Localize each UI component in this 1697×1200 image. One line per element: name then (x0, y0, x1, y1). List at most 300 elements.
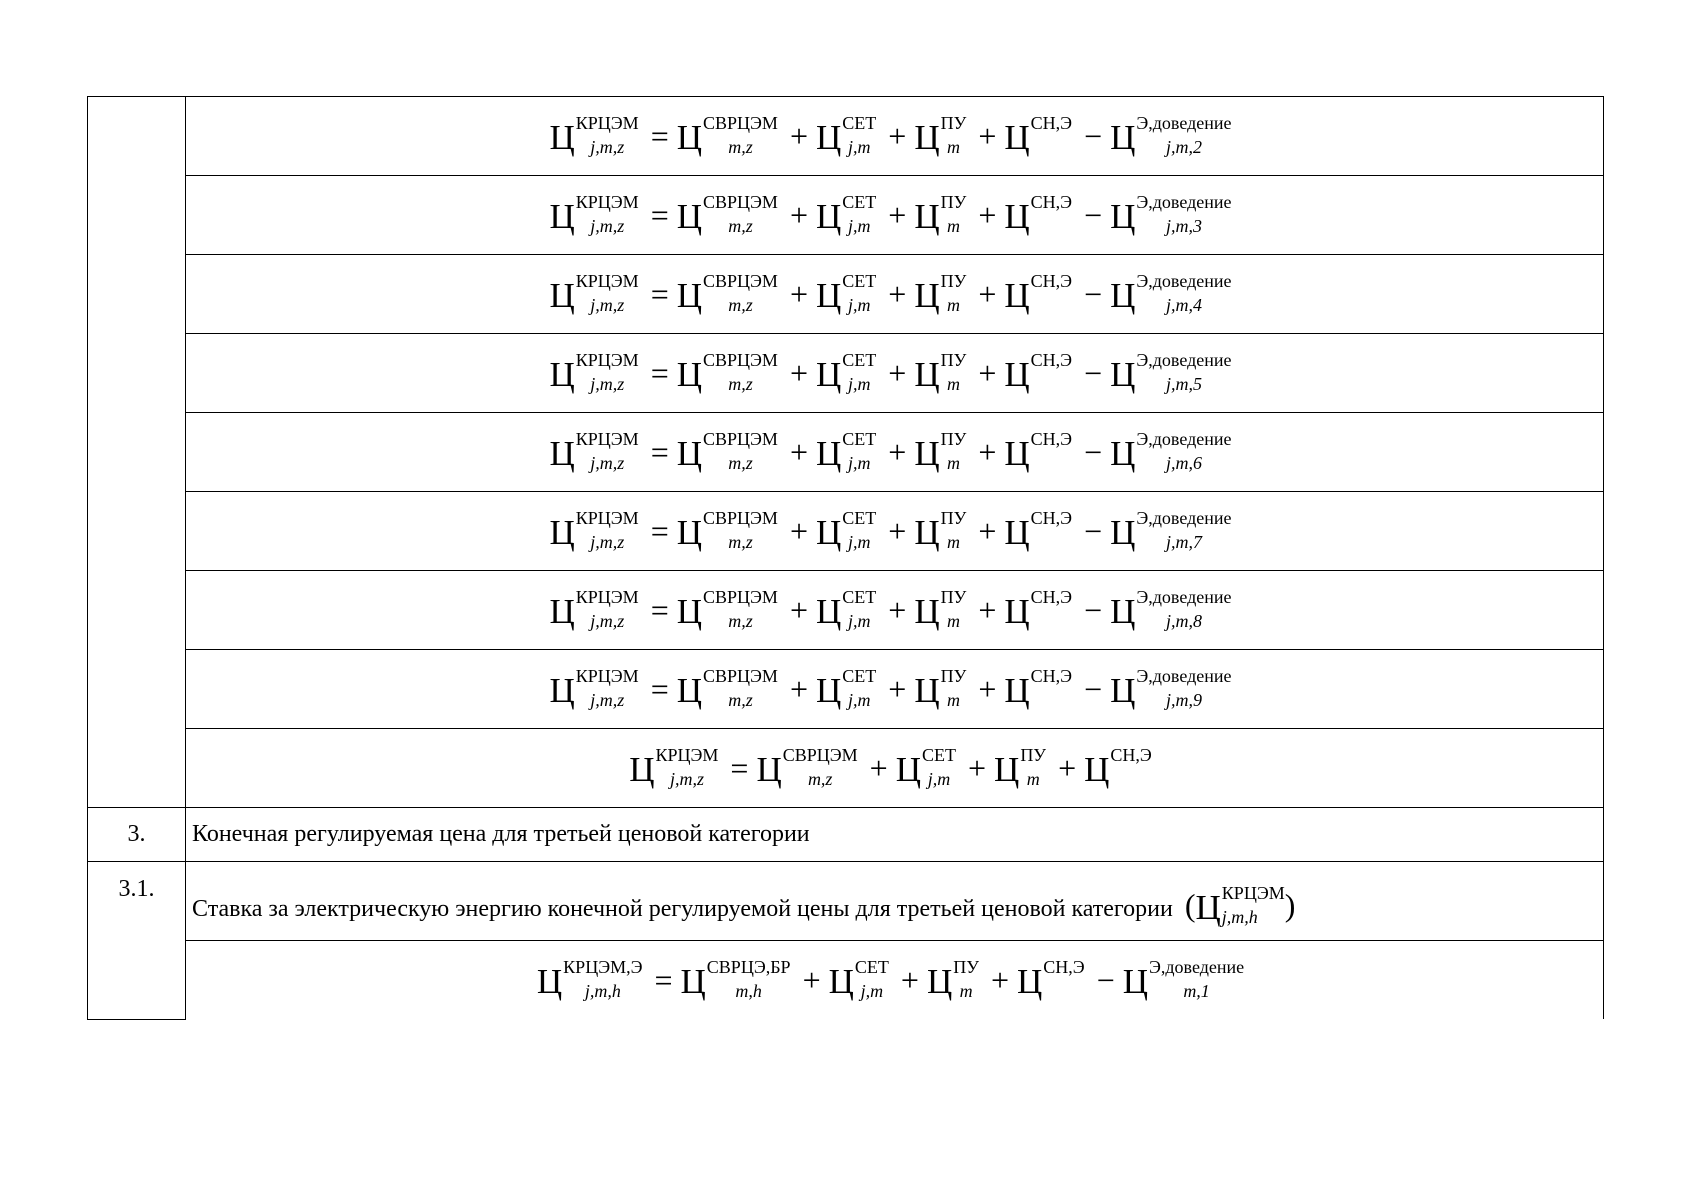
term-subscript: m,z (728, 532, 753, 552)
term-scripts (703, 430, 778, 474)
term-subscript: j,m,z (590, 532, 625, 552)
price-symbol: Ц (815, 592, 842, 631)
term-subscript: j,m (848, 453, 871, 473)
term-subscript: j,m,2 (1165, 137, 1202, 157)
price-symbol: Ц (914, 197, 940, 236)
operator: + (978, 276, 997, 312)
formula-row (88, 176, 1604, 255)
formula-term (550, 114, 639, 158)
term-superscript: ПУ (940, 429, 967, 449)
formula-term (896, 746, 956, 790)
term-subscript (1031, 217, 1072, 237)
term-superscript: Э,доведение (1136, 350, 1232, 370)
term-scripts (576, 114, 639, 158)
term-superscript: СН,Э (1030, 587, 1073, 607)
term-subscript: j,m,z (590, 453, 625, 473)
formula-term (1004, 114, 1072, 158)
term-subscript: j,m,9 (1165, 690, 1202, 710)
term-scripts (576, 351, 639, 395)
formula-term (550, 272, 639, 316)
price-symbol: Ц (549, 434, 575, 473)
term-scripts (1031, 509, 1072, 553)
term-scripts (1136, 114, 1231, 158)
price-symbol: Ц (1084, 750, 1110, 789)
term-scripts (1149, 958, 1244, 1002)
price-symbol: Ц (676, 434, 703, 473)
operator: + (888, 592, 907, 628)
formula-term (1110, 272, 1231, 316)
term-subscript: m (946, 216, 960, 236)
price-symbol: Ц (549, 671, 575, 710)
term-superscript: Э,доведение (1136, 666, 1232, 686)
term-superscript: СВРЦЭМ (782, 745, 858, 765)
price-symbol: Ц (914, 513, 940, 552)
formula (550, 588, 1240, 632)
price-symbol: Ц (828, 962, 854, 1001)
term-scripts (1110, 746, 1151, 790)
term-subscript: m (946, 690, 960, 710)
section-3-row (88, 808, 1604, 862)
operator: + (888, 513, 907, 549)
formula (550, 114, 1240, 158)
formula-term (816, 667, 876, 711)
operator: + (978, 197, 997, 233)
formula-term (816, 114, 876, 158)
formula-term (677, 272, 778, 316)
section-3-title-cell (186, 808, 1604, 862)
operator: − (1084, 592, 1103, 628)
term-superscript: СН,Э (1030, 350, 1073, 370)
formula-term (550, 193, 639, 237)
price-symbol: Ц (914, 355, 940, 394)
term-subscript: j,m (848, 374, 871, 394)
formula-term (816, 430, 876, 474)
term-scripts (703, 351, 778, 395)
operator: + (888, 671, 907, 707)
term-scripts (703, 509, 778, 553)
operator: + (789, 197, 808, 233)
price-symbol: Ц (676, 276, 703, 315)
term-superscript: СЕТ (842, 350, 877, 370)
price-symbol: Ц (1110, 118, 1136, 157)
formula-term (1110, 430, 1231, 474)
operator: − (1096, 962, 1115, 998)
price-symbol: Ц (1195, 887, 1221, 927)
operator: + (978, 118, 997, 154)
term-subscript: j,m,8 (1165, 611, 1202, 631)
formula-term (816, 509, 876, 553)
operator: + (978, 434, 997, 470)
term-scripts (1136, 193, 1231, 237)
formula-cell (186, 571, 1604, 650)
term-subscript: j,m,z (590, 137, 625, 157)
term-scripts (703, 667, 778, 711)
formula-term (1004, 667, 1072, 711)
term-superscript: КРЦЭМ,Э (563, 957, 643, 977)
term-subscript (1031, 375, 1072, 395)
operator: + (869, 750, 888, 786)
price-symbol: Ц (994, 750, 1020, 789)
price-symbol: Ц (680, 962, 706, 1001)
formula-term (816, 272, 876, 316)
formula-term (1004, 588, 1072, 632)
price-symbol: Ц (914, 592, 940, 631)
term-superscript: ПУ (940, 271, 967, 291)
term-scripts (703, 114, 778, 158)
price-symbol: Ц (815, 434, 842, 473)
term-scripts (922, 746, 956, 790)
formula-term (1004, 430, 1072, 474)
formula-term (829, 958, 889, 1002)
term-subscript: j,m,3 (1165, 216, 1202, 236)
term-superscript: Э,доведение (1136, 587, 1232, 607)
formula (550, 351, 1240, 395)
section-3-number: 3. (127, 821, 146, 847)
term-subscript: j,m,z (590, 374, 625, 394)
formula (550, 272, 1240, 316)
price-symbol: Ц (815, 197, 842, 236)
term-scripts (1031, 351, 1072, 395)
formula-term (1084, 746, 1152, 790)
formula-term (914, 588, 966, 632)
term-subscript: j,m,z (590, 690, 625, 710)
term-scripts (576, 193, 639, 237)
formula-cell (186, 255, 1604, 334)
price-symbol: Ц (1004, 434, 1030, 473)
term-scripts (1031, 588, 1072, 632)
price-symbol: Ц (914, 276, 940, 315)
term-superscript: СВРЦЭМ (703, 666, 778, 686)
operator: − (1084, 434, 1103, 470)
formula-term (629, 746, 718, 790)
term-scripts (1043, 958, 1084, 1002)
inline-formula (1185, 884, 1296, 928)
term-scripts (576, 667, 639, 711)
operator: + (888, 118, 907, 154)
term-superscript: СЕТ (842, 429, 877, 449)
formula-term (816, 193, 876, 237)
term-subscript: j,m (860, 981, 884, 1001)
price-symbol: Ц (1110, 434, 1136, 473)
formula-row (88, 650, 1604, 729)
term-subscript: m (946, 295, 960, 315)
term-subscript: j,m (848, 690, 871, 710)
term-superscript: ПУ (953, 957, 979, 977)
formula-term (677, 193, 778, 237)
term-subscript (1031, 691, 1072, 711)
section-3-1-text-cell (186, 862, 1604, 941)
term-scripts (953, 958, 979, 1002)
price-symbol: Ц (676, 592, 703, 631)
formula-term (1110, 351, 1231, 395)
formula-term (1110, 588, 1231, 632)
number-cell-empty (88, 97, 186, 808)
term-subscript: m (946, 532, 960, 552)
term-subscript: m,z (807, 769, 833, 789)
formula-row (88, 255, 1604, 334)
term-superscript: СЕТ (842, 113, 877, 133)
term-superscript: СЕТ (842, 192, 877, 212)
price-symbol: Ц (815, 276, 842, 315)
term-superscript: КРЦЭМ (575, 350, 639, 370)
term-subscript: j,m,z (590, 216, 625, 236)
term-superscript: СН,Э (1110, 745, 1152, 765)
term-subscript (1043, 982, 1084, 1002)
price-symbol: Ц (1110, 671, 1136, 710)
formula (550, 509, 1240, 553)
section-3-1-row (88, 862, 1604, 941)
operator: + (789, 276, 808, 312)
formula-term (550, 667, 639, 711)
term-scripts (855, 958, 889, 1002)
price-symbol: Ц (1122, 962, 1149, 1001)
term-subscript: m,h (735, 981, 762, 1001)
document-page (87, 96, 1604, 1020)
term-superscript: СЕТ (842, 508, 877, 528)
formula-term (1110, 114, 1231, 158)
term-superscript: СН,Э (1030, 271, 1073, 291)
operator: = (650, 434, 669, 470)
term-subscript: j,m,h (584, 981, 621, 1001)
price-symbol: Ц (1017, 962, 1043, 1001)
term-subscript: m,z (728, 295, 753, 315)
term-scripts (707, 958, 791, 1002)
term-scripts (842, 588, 876, 632)
formula-row (88, 571, 1604, 650)
formula-term (677, 430, 778, 474)
formula-term (677, 588, 778, 632)
term-superscript: КРЦЭМ (655, 745, 719, 765)
term-superscript: ПУ (940, 587, 967, 607)
formula-row (88, 334, 1604, 413)
formula-cell (186, 650, 1604, 729)
formula (550, 193, 1240, 237)
term-scripts (941, 114, 967, 158)
operator: + (978, 592, 997, 628)
price-symbol: Ц (549, 276, 575, 315)
operator: = (650, 355, 669, 391)
term-subscript: m (946, 137, 960, 157)
price-symbol: Ц (815, 513, 842, 552)
operator: = (650, 671, 669, 707)
price-symbol: Ц (914, 434, 940, 473)
price-symbol: Ц (629, 750, 655, 789)
term-subscript: j,m,4 (1165, 295, 1202, 315)
term-scripts (1222, 884, 1285, 928)
term-subscript: m,z (728, 690, 753, 710)
term-scripts (703, 272, 778, 316)
term-subscript: j,m (848, 216, 871, 236)
term-subscript: m,z (728, 137, 753, 157)
price-symbol: Ц (756, 750, 782, 789)
price-symbol: Ц (549, 355, 575, 394)
price-symbol: Ц (1004, 118, 1030, 157)
formula-term (816, 588, 876, 632)
term-subscript: j,m,6 (1165, 453, 1202, 473)
operator: + (978, 355, 997, 391)
price-symbol: Ц (1004, 513, 1030, 552)
term-superscript: СВРЦЭМ (703, 192, 778, 212)
operator: = (650, 276, 669, 312)
formula-row (88, 729, 1604, 808)
formula-term (1123, 958, 1244, 1002)
price-symbol: Ц (1004, 671, 1030, 710)
operator: + (789, 118, 808, 154)
price-symbol: Ц (1004, 592, 1030, 631)
operator: + (888, 355, 907, 391)
term-subscript: j,m (848, 295, 871, 315)
operator: = (730, 750, 749, 786)
operator: + (967, 750, 987, 786)
term-scripts (1031, 114, 1072, 158)
term-scripts (941, 193, 967, 237)
term-superscript: СЕТ (842, 666, 877, 686)
term-superscript: Э,доведение (1136, 508, 1232, 528)
term-superscript: СЕТ (921, 745, 956, 765)
section-3-1-number-cell (88, 862, 186, 1020)
formula-term (1017, 958, 1085, 1002)
term-subscript: j,m (848, 611, 871, 631)
term-superscript: ПУ (1020, 745, 1047, 765)
operator: + (888, 197, 907, 233)
term-superscript: СН,Э (1030, 666, 1073, 686)
price-symbol: Ц (549, 118, 575, 157)
formula-term (914, 430, 966, 474)
price-symbol: Ц (815, 671, 842, 710)
formula-term (914, 272, 966, 316)
term-superscript: СВРЦЭМ (703, 429, 778, 449)
operator: + (789, 355, 808, 391)
operator: = (650, 592, 669, 628)
operator: + (802, 962, 821, 998)
term-scripts (941, 272, 967, 316)
formula-term (994, 746, 1046, 790)
formula-cell (186, 941, 1604, 1020)
term-superscript: ПУ (940, 113, 967, 133)
formula-term (816, 351, 876, 395)
term-superscript: КРЦЭМ (575, 508, 639, 528)
formula-term (677, 351, 778, 395)
formula-term (550, 351, 639, 395)
term-scripts (941, 667, 967, 711)
operator: = (650, 118, 669, 154)
term-scripts (842, 193, 876, 237)
price-symbol: Ц (1110, 355, 1136, 394)
price-symbol: Ц (549, 592, 575, 631)
term-superscript: СЕТ (842, 587, 877, 607)
term-scripts (1031, 272, 1072, 316)
term-superscript: ПУ (940, 666, 967, 686)
term-superscript: СН,Э (1030, 113, 1073, 133)
formula-term (1004, 351, 1072, 395)
term-scripts (842, 272, 876, 316)
formula-term (1110, 193, 1231, 237)
formula-term (914, 193, 966, 237)
formula-cell (186, 176, 1604, 255)
formula-term (914, 667, 966, 711)
formula-cell (186, 492, 1604, 571)
formula-term (550, 430, 639, 474)
term-subscript: j,m (848, 532, 871, 552)
term-scripts (941, 588, 967, 632)
formula-row (88, 492, 1604, 571)
formula (550, 667, 1240, 711)
price-symbol: Ц (926, 962, 953, 1001)
price-symbol: Ц (549, 513, 575, 552)
term-scripts (1136, 509, 1231, 553)
price-symbol: Ц (676, 513, 703, 552)
operator: − (1084, 276, 1103, 312)
formula-term (550, 509, 639, 553)
operator: − (1084, 671, 1103, 707)
term-superscript: ПУ (940, 350, 967, 370)
operator: = (650, 197, 669, 233)
operator: + (789, 434, 808, 470)
term-superscript: КРЦЭМ (575, 587, 639, 607)
term-superscript: СЕТ (854, 957, 889, 977)
term-scripts (1020, 746, 1046, 790)
price-symbol: Ц (1110, 592, 1136, 631)
term-scripts (842, 667, 876, 711)
term-scripts (1031, 193, 1072, 237)
term-superscript: ПУ (940, 192, 967, 212)
term-scripts (1136, 272, 1231, 316)
term-scripts (1136, 351, 1231, 395)
term-scripts (576, 509, 639, 553)
term-subscript: m,1 (1183, 981, 1210, 1001)
operator: = (654, 962, 673, 998)
formula-term (550, 588, 639, 632)
term-subscript: j,m,h (1221, 906, 1258, 927)
operator: + (789, 592, 808, 628)
price-symbol: Ц (676, 671, 703, 710)
term-scripts (576, 272, 639, 316)
operator: + (789, 513, 808, 549)
term-scripts (1031, 667, 1072, 711)
term-subscript: j,m,7 (1165, 532, 1202, 552)
term-subscript: j,m (848, 137, 871, 157)
formula-term (914, 509, 966, 553)
term-subscript: j,m (927, 769, 951, 789)
term-scripts (842, 351, 876, 395)
section-3-number-cell (88, 808, 186, 862)
inline-term (1196, 884, 1285, 928)
term-scripts (703, 193, 778, 237)
price-symbol: Ц (676, 355, 703, 394)
operator: = (650, 513, 669, 549)
price-symbol: Ц (676, 197, 703, 236)
price-symbol: Ц (815, 355, 842, 394)
term-subscript (1031, 533, 1072, 553)
term-superscript: СВРЦЭ,БР (706, 957, 791, 977)
term-superscript: СН,Э (1043, 957, 1085, 977)
term-scripts (656, 746, 719, 790)
term-scripts (941, 430, 967, 474)
price-symbol: Ц (1004, 355, 1030, 394)
term-superscript: Э,доведение (1149, 957, 1245, 977)
operator: + (888, 276, 907, 312)
price-symbol: Ц (914, 671, 940, 710)
formula-row (88, 97, 1604, 176)
operator: + (990, 962, 1010, 998)
term-subscript: j,m,z (669, 769, 704, 789)
term-subscript: j,m,5 (1165, 374, 1202, 394)
term-subscript: j,m,z (590, 611, 625, 631)
term-subscript (1110, 770, 1151, 790)
term-scripts (1136, 588, 1231, 632)
term-subscript: j,m,z (590, 295, 625, 315)
price-symbol: Ц (1004, 197, 1030, 236)
